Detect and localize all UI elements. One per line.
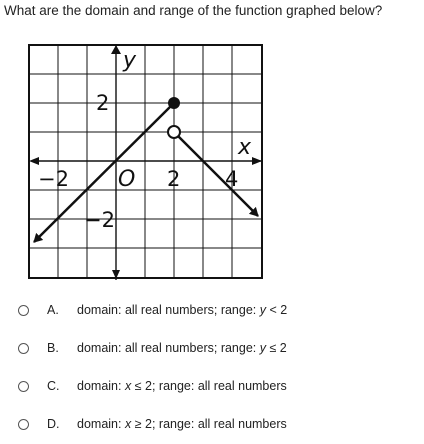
option-d[interactable] — [18, 414, 287, 434]
option-letter: D. — [47, 417, 60, 431]
option-text: domain: x ≤ 2; range: all real numbers — [77, 379, 287, 393]
tick-label-y-neg2: −2 — [84, 208, 115, 232]
tick-label-y-2: 2 — [96, 91, 110, 115]
y-axis-label: y — [123, 48, 137, 73]
option-b[interactable] — [18, 338, 287, 358]
tick-label-x-neg2: −2 — [38, 167, 69, 191]
question-text: What are the domain and range of the function graphed below? — [4, 3, 383, 18]
closed-endpoint — [168, 97, 180, 109]
radio-icon[interactable] — [18, 381, 29, 392]
tick-label-x-2: 2 — [167, 167, 181, 191]
radio-icon[interactable] — [18, 305, 29, 316]
option-letter: B. — [47, 341, 59, 355]
option-letter: A. — [47, 303, 59, 317]
option-text: domain: x ≥ 2; range: all real numbers — [77, 417, 287, 431]
radio-icon[interactable] — [18, 419, 29, 430]
option-text: domain: all real numbers; range: y ≤ 2 — [77, 341, 287, 355]
option-a[interactable] — [18, 300, 287, 320]
radio-icon[interactable] — [18, 343, 29, 354]
open-endpoint — [168, 126, 180, 138]
option-text: domain: all real numbers; range: y < 2 — [77, 303, 288, 317]
origin-label: O — [118, 167, 136, 192]
tick-label-x-4: 4 — [225, 167, 239, 191]
x-axis-label: x — [238, 135, 252, 160]
option-letter: C. — [47, 379, 60, 393]
option-c[interactable] — [18, 376, 287, 396]
